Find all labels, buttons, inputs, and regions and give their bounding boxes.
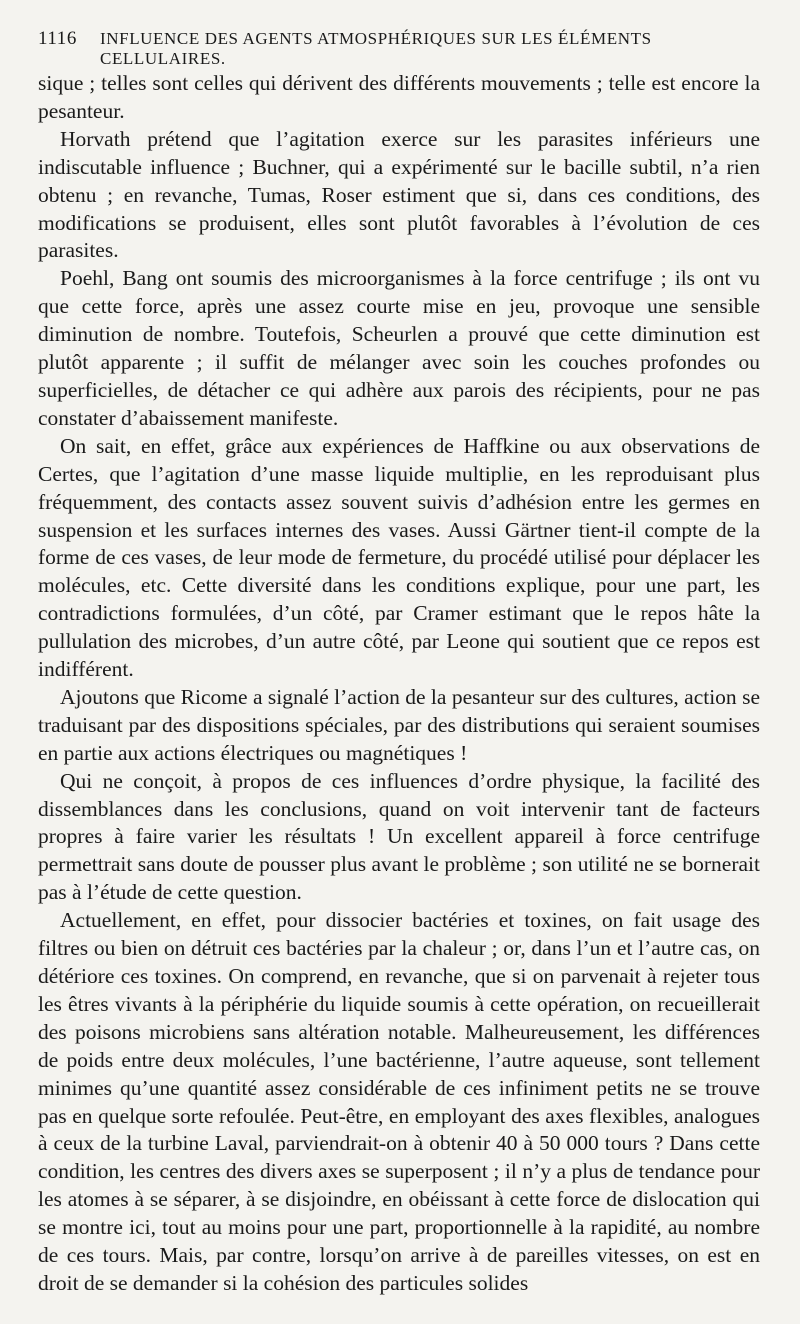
running-title: INFLUENCE DES AGENTS ATMOSPHÉRIQUES SUR LES ÉLÉMENTS CELLULAIRES.: [100, 29, 652, 68]
paragraph-horvath: Horvath prétend que l’agitation exerce sur les parasites inférieurs une indiscutable influence ; Buchner, qui a expérimenté sur le bacille subtil, n’a rien obtenu ; en revanche, Tumas, Roser estiment que si, dans ces conditions, des modifications se produisent, elles sont plutôt favorables à l’évolution de ces parasites.: [38, 126, 760, 263]
running-head: [38, 28, 760, 70]
paragraph-haffkine: On sait, en effet, grâce aux expériences de Haffkine ou aux observations de Certes, que l’agitation d’une masse liquide multiplie, en les reproduisant plus fréquemment, des contacts assez souvent suivis d’adhésion entre les germes en suspension et les surfaces internes des vases. Aussi Gärtner tient-il compte de la forme de ces vases, de leur mode de fermeture, du procédé utilisé pour déplacer les molécules, etc. Cette diversité dans les conditions explique, pour une part, les contradictions formulées, d’un côté, par Cramer estimant que le repos hâte la pullulation des microbes, d’un autre côté, par Leone qui soutient que ce repos est indifférent.: [38, 433, 760, 682]
page-number: 1116: [38, 28, 77, 49]
paragraph-toxins: Actuellement, en effet, pour dissocier bactéries et toxines, on fait usage des filtres ou bien on détruit ces bactéries par la chaleur ; or, dans l’un et l’autre cas, on détériore ces toxines. On comprend, en revanche, que si on parvenait à rejeter tous les êtres vivants à la périphérie du liquide soumis à cette opération, on recueillerait des poisons microbiens sans altération notable. Malheureusement, les différences de poids entre deux molécules, l’une bactérienne, l’autre aqueuse, sont tellement minimes qu’une quantité assez considérable de ces infiniment petits ne se trouve pas en quelque sorte refoulée. Peut-être, en employant des axes flexibles, analogues à ceux de la turbine Laval, parviendrait-on à obtenir 40 à 50 000 tours ? Dans cette condition, les centres des divers axes se superposent ; il n’y a plus de tendance pour les atomes à se séparer, à se disjoindre, en obéissant à cette force de dislocation qui se montre ici, tout au moins pour une part, proportionnelle à la rapidité, au nombre de ces tours. Mais, par contre, lorsqu’on arrive à de pareilles vitesses, on est en droit de se demander si la cohésion des particules solides: [38, 908, 760, 1295]
paragraph-ricome: Ajoutons que Ricome a signalé l’action de la pesanteur sur des cultures, action se traduisant par des dispositions spéciales, par des distributions qui seraient soumises en partie aux actions électriques ou magnétiques !: [38, 684, 760, 765]
paragraph-physical-influences: Qui ne conçoit, à propos de ces influences d’ordre physique, la facilité des dissemblances dans les conclusions, quand on voit intervenir tant de facteurs propres à faire varier les résultats ! Un excellent appareil à force centrifuge permettrait sans doute de pousser plus avant le problème ; son utilité ne se bornerait pas à l’étude de cette question.: [38, 768, 760, 905]
paragraph-poehl: Poehl, Bang ont soumis des microorganismes à la force centrifuge ; ils ont vu que cette force, après une assez courte mise en jeu, provoque une sensible diminution de nombre. Toutefois, Scheurlen a prouvé que cette diminution est plutôt apparente ; il suffit de mélanger avec soin les couches profondes ou superficielles, de détacher ce qui adhère aux parois des récipients, pour ne pas constater d’abaissement manifeste.: [38, 266, 760, 430]
paragraph-continued: sique ; telles sont celles qui dérivent des différents mouvements ; telle est encore la pesanteur.: [38, 71, 760, 123]
body-text: [38, 70, 760, 1298]
